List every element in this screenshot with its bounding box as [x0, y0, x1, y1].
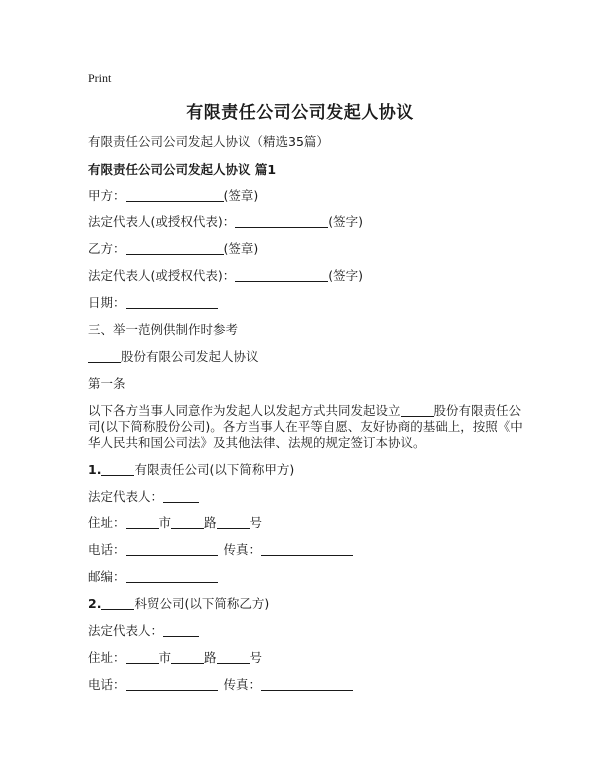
item-1-rep-blank [163, 490, 199, 503]
item-2-blank [101, 597, 134, 610]
party-b-blank [126, 242, 224, 255]
item-2-road: 路 [204, 650, 217, 665]
item-1-postcode-line [88, 569, 218, 585]
item-2-rep-blank [163, 624, 199, 637]
agreement-title-line [88, 349, 259, 365]
date-line [88, 295, 218, 311]
item-1-line [88, 462, 294, 478]
intro-part2: 股份有限责任公司(以下简称股份公司)。各方当事人在平等自愿、友好协商的基础上，按照《中华人民共和国公司法》及其他法律、法规的规定签订本协议。 [88, 403, 523, 450]
item-1-number: 1. [88, 462, 102, 477]
intro-paragraph [88, 403, 528, 451]
date-label: 日期： [88, 295, 126, 310]
item-2-fax-blank [261, 678, 353, 691]
item-1-phone-blank [126, 543, 218, 556]
party-b-label: 乙方： [88, 241, 126, 256]
item-1-city-blank [126, 516, 159, 529]
item-1-blank [101, 463, 134, 476]
item-1-fax-blank [261, 543, 353, 556]
rep-b-line [88, 268, 363, 284]
item-2-number: 2. [88, 596, 102, 611]
item-1-city: 市 [158, 515, 172, 530]
item-1-rep-line [88, 489, 199, 505]
rep-a-blank [235, 215, 328, 228]
item-1-rep-label: 法定代表人： [88, 489, 164, 504]
item-2-address-label: 住址： [88, 650, 126, 665]
section-heading: 有限责任公司公司发起人协议 篇1 [88, 162, 277, 177]
rep-a-line [88, 214, 363, 230]
party-a-suffix: (签章) [223, 188, 259, 203]
example-heading: 三、举一范例供制作时参考 [88, 322, 239, 337]
party-a-blank [126, 189, 224, 202]
item-2-number-label: 号 [249, 650, 263, 665]
item-2-fax-label: 传真： [223, 677, 262, 692]
item-1-address-label: 住址： [88, 515, 126, 530]
item-1-phone-label: 电话： [88, 542, 126, 557]
item-2-address-line [88, 650, 262, 666]
item-1-number-label: 号 [249, 515, 263, 530]
item-2-number-blank [217, 651, 250, 664]
intro-blank [401, 404, 434, 417]
item-2-phone-line [88, 677, 353, 693]
party-b-line [88, 241, 258, 257]
rep-b-blank [235, 269, 328, 282]
item-1-suffix: 有限责任公司(以下简称甲方) [134, 462, 295, 477]
rep-b-label: 法定代表人(或授权代表)： [88, 268, 236, 283]
item-1-number-blank [217, 516, 250, 529]
item-1-road: 路 [204, 515, 217, 530]
rep-a-label: 法定代表人(或授权代表)： [88, 214, 236, 229]
item-2-rep-line [88, 623, 199, 639]
item-2-road-blank [171, 651, 204, 664]
party-a-line [88, 188, 258, 204]
item-1-phone-line [88, 542, 353, 558]
document-subtitle: 有限责任公司公司发起人协议（精选35篇） [88, 134, 329, 149]
intro-part1: 以下各方当事人同意作为发起人以发起方式共同发起设立 [88, 403, 401, 418]
item-1-road-blank [171, 516, 204, 529]
article-1: 第一条 [88, 376, 126, 391]
item-1-postcode-label: 邮编： [88, 569, 126, 584]
item-2-rep-label: 法定代表人： [88, 623, 164, 638]
document-title: 有限责任公司公司发起人协议 [186, 103, 414, 123]
item-2-city: 市 [158, 650, 172, 665]
item-1-postcode-blank [126, 570, 218, 583]
company-name-blank [88, 350, 121, 363]
item-2-phone-blank [126, 678, 218, 691]
item-2-phone-label: 电话： [88, 677, 126, 692]
item-2-line [88, 596, 269, 612]
rep-b-suffix: (签字) [328, 268, 364, 283]
item-2-suffix: 科贸公司(以下简称乙方) [134, 596, 270, 611]
date-blank [126, 296, 218, 309]
party-b-suffix: (签章) [223, 241, 259, 256]
party-a-label: 甲方： [88, 188, 126, 203]
item-1-fax-label: 传真： [223, 542, 262, 557]
rep-a-suffix: (签字) [328, 214, 364, 229]
agreement-title-suffix: 股份有限公司发起人协议 [121, 349, 259, 364]
item-1-address-line [88, 515, 262, 531]
item-2-city-blank [126, 651, 159, 664]
print-label[interactable]: Print [88, 71, 112, 85]
